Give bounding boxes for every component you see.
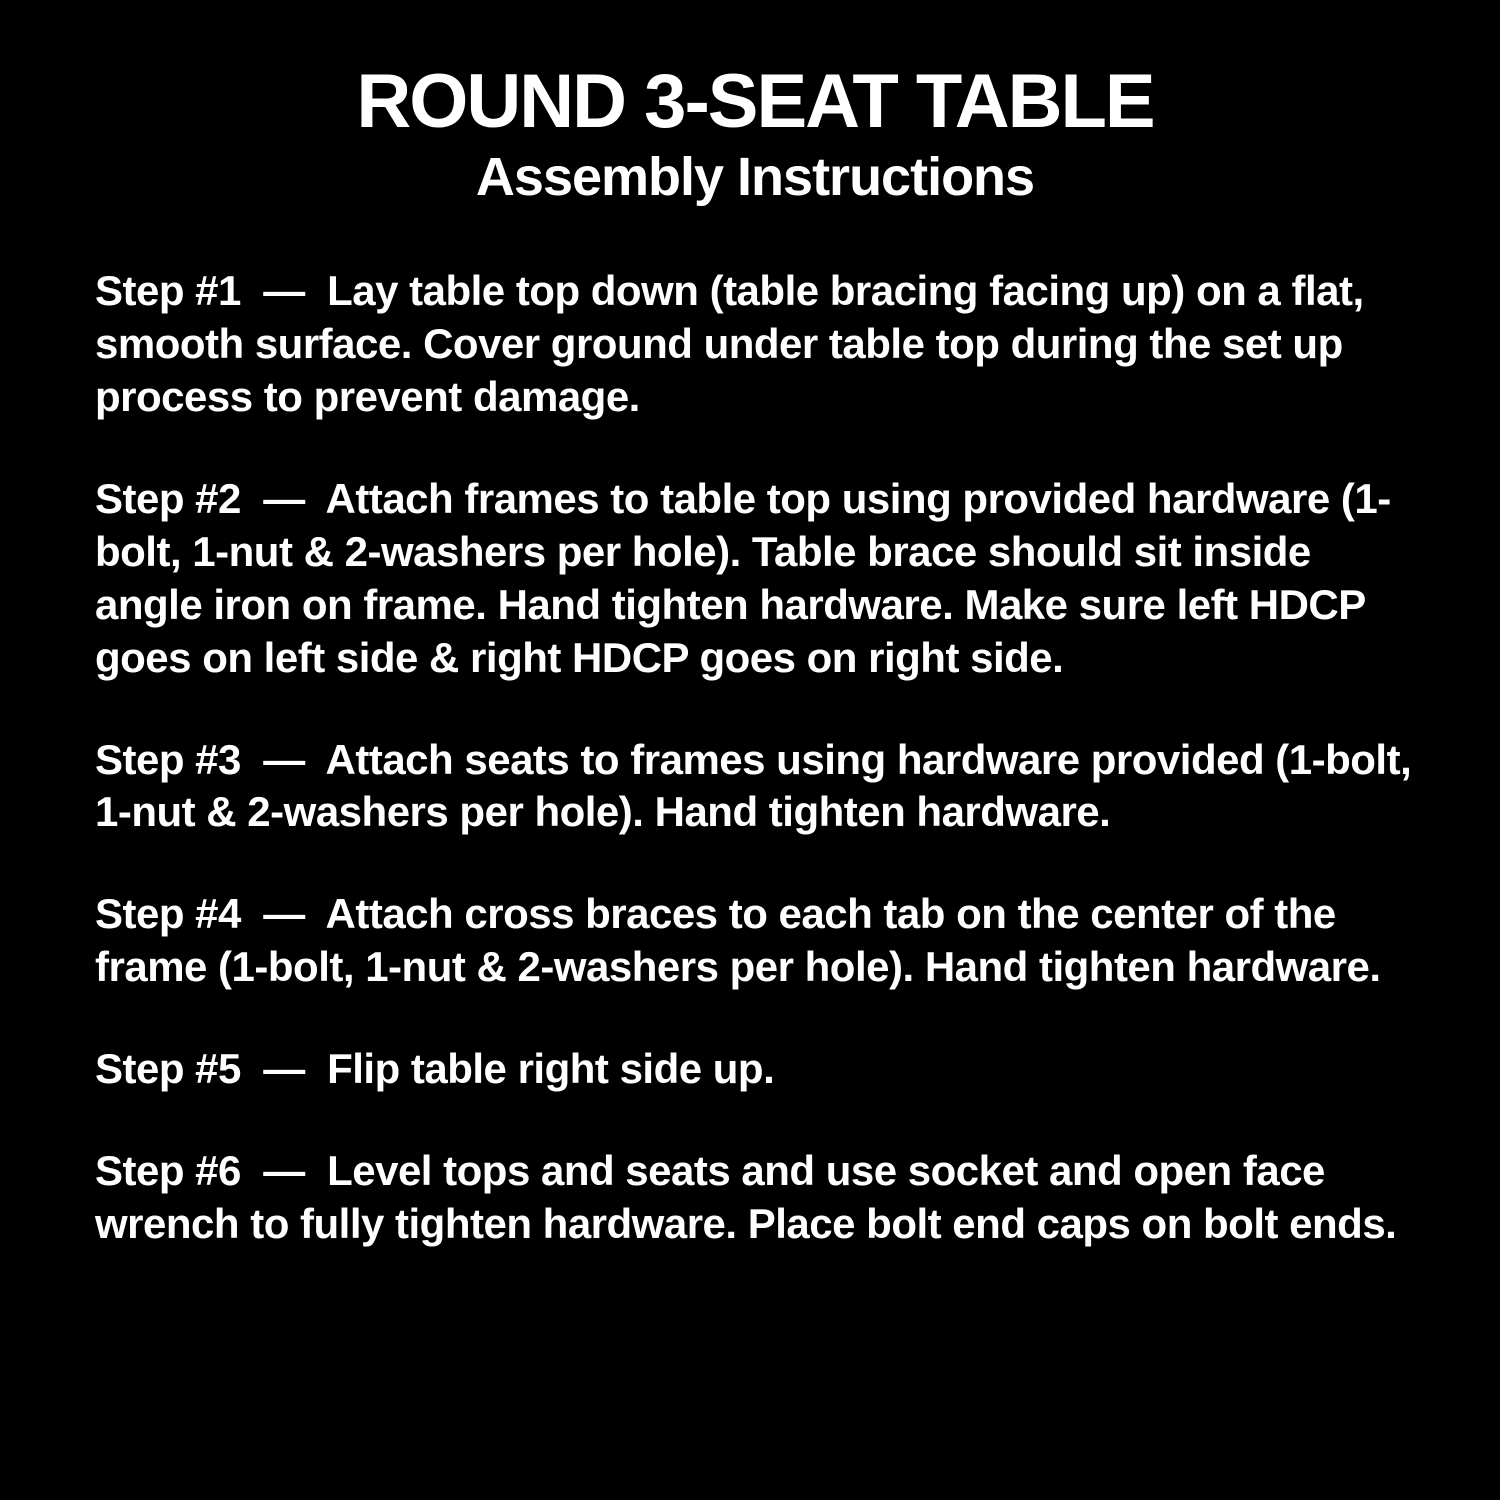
step-6-paragraph: Step #6 — Level tops and seats and use socket and open face wrench to fully tighten hardware. Place bolt end caps on bolt ends.: [95, 1147, 1397, 1247]
step-4-paragraph: Step #4 — Attach cross braces to each tab on the center of the frame (1-bolt, 1-nut & 2-washers per hole). Hand tighten hardware.: [95, 890, 1381, 991]
step-3-paragraph: Step #3 — Attach seats to frames using hardware provided (1-bolt, 1-nut & 2-washers per hole). Hand tighten hardware.: [95, 735, 1423, 836]
step-5-paragraph: Step #5 — Flip table right side up.: [95, 1045, 775, 1093]
step-1-paragraph: Step #1 — Lay table top down (table bracing facing up) on a flat, smooth surface. Cover ground under table top during the set up process to prevent damage.: [95, 267, 1375, 420]
step-2-paragraph: Step #2 — Attach frames to table top using provided hardware (1-bolt, 1-nut & 2-washers per hole). Table brace should sit inside angle iron on frame. Hand tighten hardware. Make sure left HDCP goes on left side & right HDCP goes on right side.: [95, 474, 1391, 681]
page-title: ROUND 3-SEAT TABLE: [356, 59, 1154, 144]
page-subtitle: Assembly Instructions: [475, 146, 1035, 207]
